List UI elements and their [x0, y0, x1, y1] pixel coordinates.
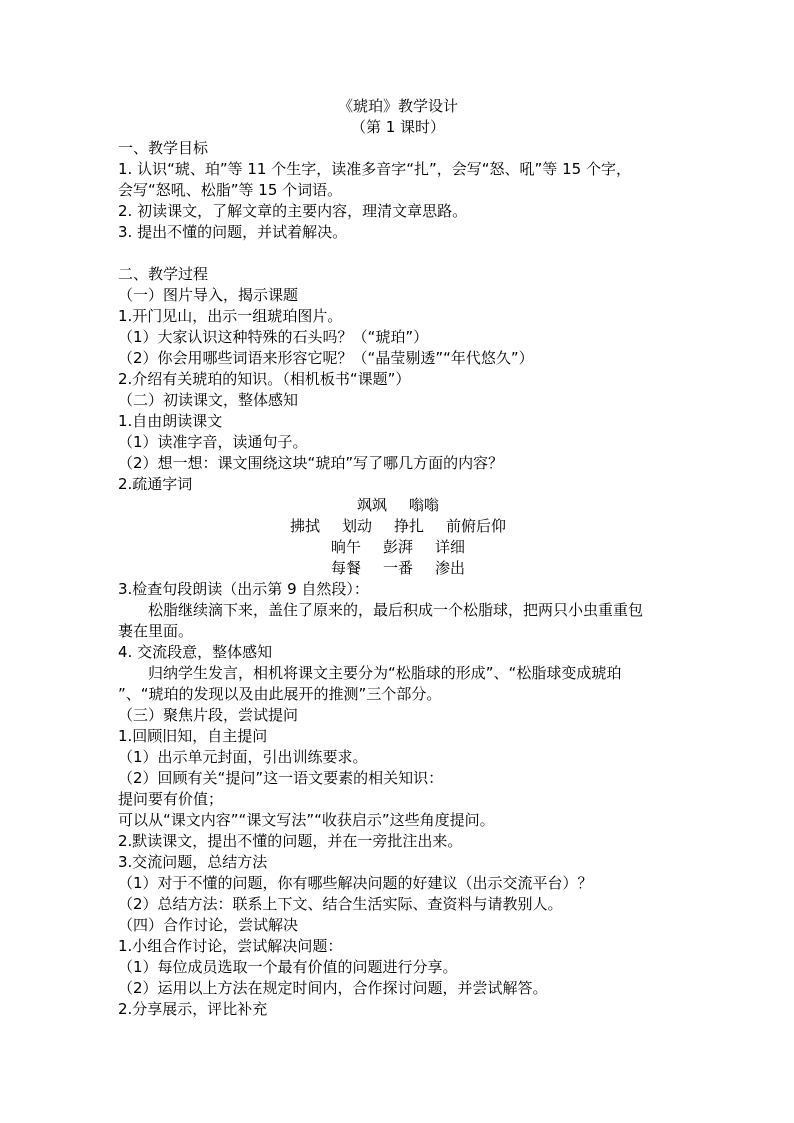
body-line: （2）想一想：课文围绕这块“琥珀”写了哪几方面的内容？	[118, 454, 504, 472]
vocab-word: 每餐	[330, 559, 361, 577]
section-heading-goals: 一、教学目标	[118, 139, 209, 157]
body-line: 提问要有价值；	[118, 790, 224, 808]
body-line: 1.回顾旧知，自主提问	[118, 727, 268, 745]
body-line: 2.介绍有关琥珀的知识。（相机板书“课题”）	[118, 370, 411, 388]
body-line: 1.小组合作讨论，尝试解决问题：	[118, 937, 343, 955]
goal-line: 会写“怒吼、松脂”等 15 个词语。	[118, 181, 343, 199]
vocab-word: 彭湃	[382, 538, 413, 556]
quoted-passage-line: 裹在里面。	[118, 622, 194, 640]
vocab-word: 渗出	[435, 559, 466, 577]
body-line: 2.分享展示，评比补充	[118, 1000, 268, 1018]
body-line: 归纳学生发言，相机将课文主要分为“松脂球的形成”、“松脂球变成琥珀	[148, 664, 622, 682]
subsection-heading: （三）聚焦片段，尝试提问	[118, 706, 299, 724]
vocab-word: 拂拭	[289, 517, 320, 535]
body-line: 4. 交流段意，整体感知	[118, 643, 273, 661]
goal-line: 2. 初读课文，了解文章的主要内容，理清文章思路。	[118, 202, 468, 220]
word-row	[118, 558, 678, 579]
subsection-heading: （四）合作讨论，尝试解决	[118, 916, 299, 934]
body-line: （1）每位成员选取一个最有价值的问题进行分享。	[118, 958, 458, 976]
body-line: （2）回顾有关“提问”这一语文要素的相关知识：	[118, 769, 444, 787]
body-line: 1.自由朗读课文	[118, 412, 223, 430]
document-page	[118, 96, 678, 1020]
vocab-word: 飒飒	[356, 496, 387, 514]
vocab-word: 嗡嗡	[409, 496, 440, 514]
body-line: （1）读准字音，读通句子。	[118, 433, 308, 451]
body-line: （1）出示单元封面，引出训练要求。	[118, 748, 368, 766]
body-line: 2.疏通字词	[118, 475, 193, 493]
body-line: 2.默读课文，提出不懂的问题，并在一旁批注出来。	[118, 832, 463, 850]
vocab-word: 一番	[382, 559, 413, 577]
vocab-word: 晌午	[330, 538, 361, 556]
blank-line	[118, 243, 678, 264]
body-line: ”、“琥珀的发现以及由此展开的推测”三个部分。	[118, 685, 442, 703]
vocab-word: 挣扎	[394, 517, 425, 535]
body-line: （1）对于不懂的问题，你有哪些解决问题的好建议（出示交流平台）？	[118, 874, 593, 892]
word-row	[118, 516, 678, 537]
body-line: 3.交流问题，总结方法	[118, 853, 268, 871]
body-line: 3.检查句段朗读（出示第 9 自然段）：	[118, 580, 369, 598]
body-line: （2）运用以上方法在规定时间内，合作探讨问题，并尝试解答。	[118, 979, 548, 997]
word-row	[118, 495, 678, 516]
vocab-word: 划动	[341, 517, 372, 535]
body-line: （1）大家认识这种特殊的石头吗？（“琥珀”）	[118, 328, 429, 346]
vocab-word: 详细	[435, 538, 466, 556]
section-heading-process: 二、教学过程	[118, 265, 209, 283]
doc-subtitle: （第 1 课时）	[350, 118, 446, 136]
subsection-heading: （二）初读课文，整体感知	[118, 391, 299, 409]
goal-line: 1. 认识“琥、珀”等 11 个生字，读准多音字“扎”，会写“怒、吼”等 15 个字，	[118, 160, 631, 178]
doc-title: 《琥珀》教学设计	[337, 97, 458, 115]
body-line: （2）你会用哪些词语来形容它呢？（“晶莹剔透”“年代悠久”）	[118, 349, 534, 367]
subsection-heading: （一）图片导入，揭示课题	[118, 286, 299, 304]
body-line: （2）总结方法：联系上下文、结合生活实际、查资料与请教别人。	[118, 895, 563, 913]
body-line: 可以从“课文内容”“课文写法”“收获启示”这些角度提问。	[118, 811, 495, 829]
word-row	[118, 537, 678, 558]
quoted-passage-line: 松脂继续滴下来，盖住了原来的，最后积成一个松脂球，把两只小虫重重包	[148, 601, 644, 619]
body-line: 1.开门见山，出示一组琥珀图片。	[118, 307, 343, 325]
goal-line: 3. 提出不懂的问题，并试着解决。	[118, 223, 348, 241]
vocab-word: 前俯后仰	[446, 517, 507, 535]
